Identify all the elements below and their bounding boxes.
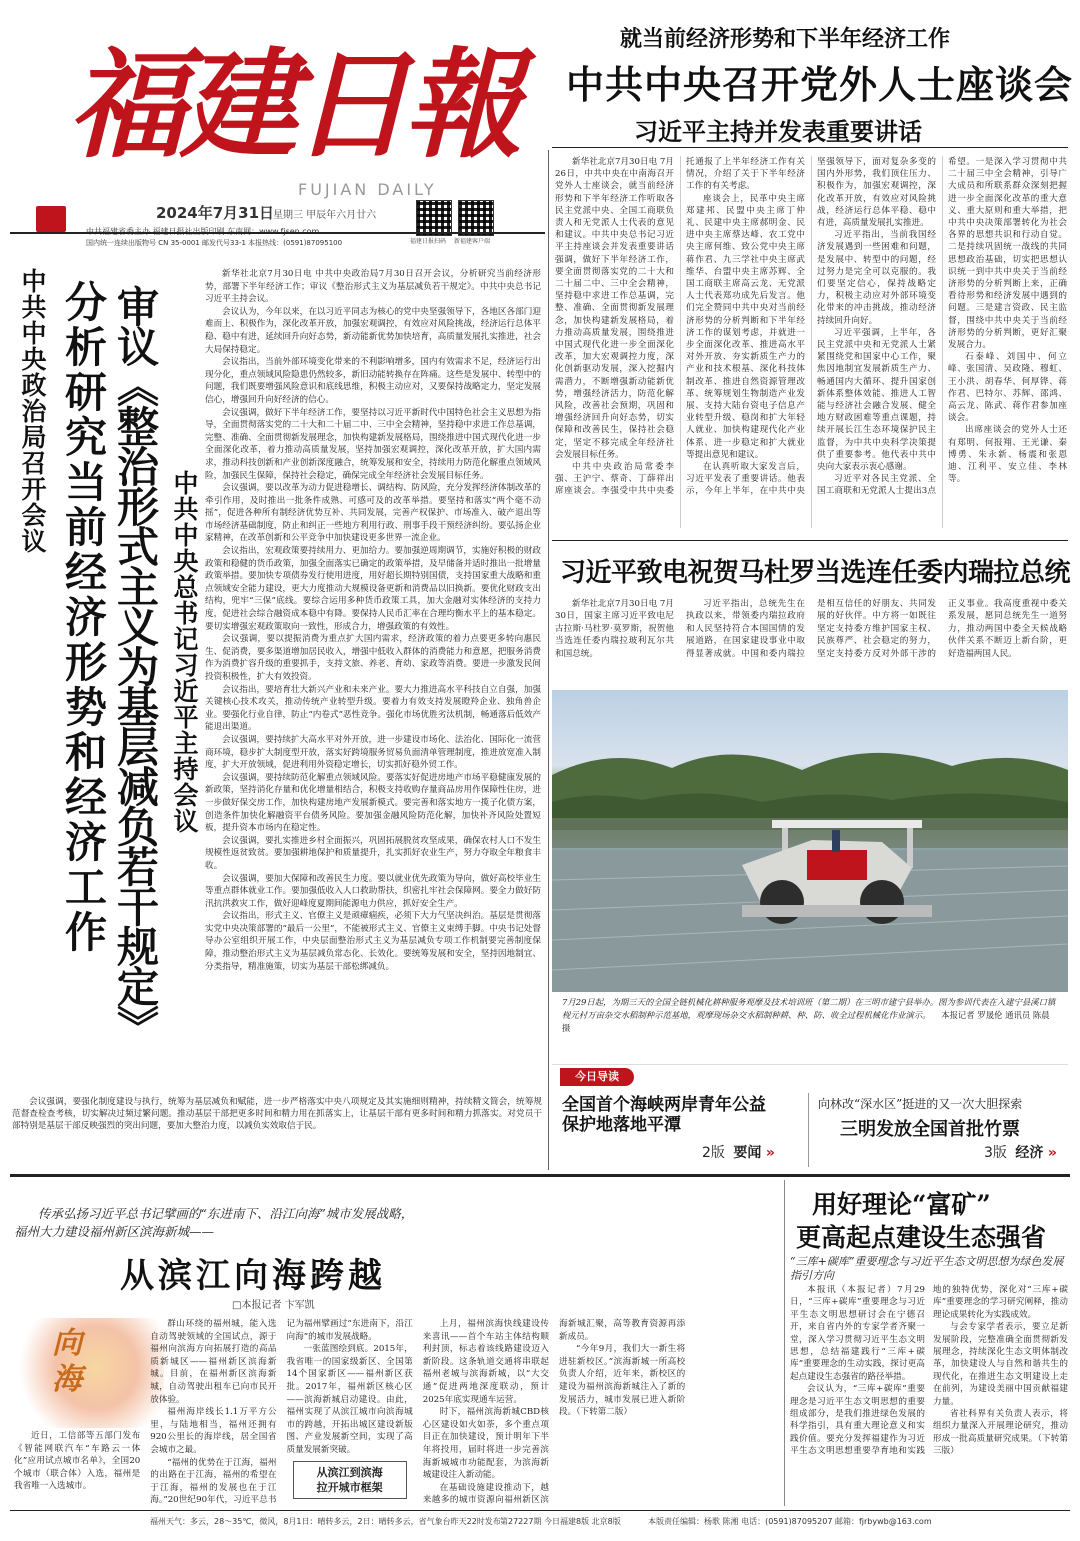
guide-item-1-page-number: 2版 bbox=[702, 1145, 725, 1161]
lead-para: 石泰峰、刘国中、何立峰、张国清、吴政隆、穆虹、王小洪、胡春华、何厚铧、蒋作君、巴特尔、苏辉、邵鸿、高云龙、陈武、蒋作君参加座谈会。 bbox=[948, 352, 1067, 424]
news-photo[interactable] bbox=[552, 690, 1068, 992]
fuzhou-byline: □本报记者 卞军凯 bbox=[232, 1300, 315, 1311]
fuzhou-para: 上月，福州滨海快线建设传来喜讯——首个车站主体结构顺利封顶，标志着该线路建设迈入新阶段。这条轨道交通将串联起福州老城与滨海新城，以“大交通”促进两地深度联动，预计2025年底实现通车运营。 bbox=[422, 1319, 549, 1405]
politburo-para: 会议强调，要持续扩大高水平对外开放，进一步建设市场化、法治化、国际化一流营商环境，稳步扩大制度型开放，落实好跨境服务贸易负面清单管理制度，推进放宽准入制度，扩大开放领域，促进利用外资稳定增长，切实抓好稳外贸工作。 bbox=[205, 734, 541, 771]
bottom-column-divider bbox=[784, 1180, 785, 1506]
chevron-right-icon: » bbox=[765, 1145, 775, 1161]
art-spacer bbox=[14, 1318, 140, 1430]
chevron-right-icon: » bbox=[1047, 1145, 1057, 1161]
guide-item-2-page-number: 3版 bbox=[984, 1145, 1007, 1161]
guide-item-2-title[interactable]: 三明发放全国首批竹票 bbox=[840, 1119, 1020, 1140]
footer-rule bbox=[10, 1510, 1070, 1511]
fuzhou-art-label: 向海 bbox=[52, 1326, 82, 1397]
politburo-para: 会议指出，宏观政策要持续用力、更加给力。要加强逆周期调节，实施好积极的财政政策和稳健的货币政策，加强全面落实已确定的政策举措，及早储备并适时推出一批增量政策举措。要加快专项债券发行使用进度，用好超长期特别国债，支持国家重大战略和重点领域安全能力建设，更大力度推动大规模设备更新和消费品以旧换新。要优化财政支出结构，兜牢“三保”底线。要综合运用多种货币政策工具，加大金融对实体经济的支持力度，促进社会综合融资成本稳中有降。要保持人民币汇率在合理均衡水平上的基本稳定。要切实增强宏观政策取向一致性，形成合力，增强政策的有效性。 bbox=[205, 546, 541, 632]
lead-subhead: 习近平主持并发表重要讲话 bbox=[634, 117, 922, 146]
politburo-para: 会议强调，要持续防范化解重点领域风险。要落实好促进房地产市场平稳健康发展的新政策，坚持消化存量和优化增量相结合，积极支持收购存量商品房用作保障性住房，进一步做好保交房工作，加快构建房地产发展新模式。要完善和落实地方一揽子化债方案，创造条件加快化解融资平台债务风险。要加强金融风险防范化解，加快补齐风险处置短板，提升资本市场内在稳定性。 bbox=[205, 772, 541, 834]
issue-weekday: 星期三 甲辰年六月廿六 bbox=[273, 210, 377, 221]
guide-item-2-kicker: 向林改“深水区”挺进的又一次大胆探索 bbox=[818, 1097, 1023, 1111]
masthead bbox=[28, 30, 548, 270]
fuzhou-para: 时下，福州滨海新城CBD核心区建设如火如荼，多个重点项目正在加快建设，预计明年下半年将投用，届时将进一步完善滨海新城城市功能配套，为滨海新城建设注入新动能。 bbox=[422, 1407, 549, 1481]
footer-weather: 福州天气：多云，28～35℃，微风，8月1日：晴转多云，2日：晴转多云，省气象台昨天22时发布 bbox=[150, 1517, 501, 1526]
qr-label-1: 福建日报扫码 bbox=[410, 238, 447, 245]
lead-para: 在认真听取大家发言后，习近平发表了重要讲话。他表示，今年上半年，在中共中央坚强领导下，面对复杂多变的国内外形势，我们顶住压力、积极作为，加强宏观调控，深化改革开放，有效应对风险挑战，经济运行总体平稳、稳中有进，高质量发展扎实推进。 bbox=[686, 157, 936, 497]
fuzhou-para: 近日，工信部等五部门发布《智能网联汽车“车路云一体化”应用试点城市名单》，全国20个城市（联合体）入选，福州是我省唯一入选城市。 bbox=[14, 1431, 141, 1492]
guide-item-2-page[interactable] bbox=[984, 1142, 1057, 1162]
photo-caption bbox=[562, 996, 1060, 1035]
politburo-headline-b[interactable]: 审议《整治形式主义为基层减负若干规定》 bbox=[111, 285, 160, 1045]
fuzhou-para: “今年9月，我们大一新生将进驻新校区。”滨海新城一所高校负责人介绍，近年来，新校区的建设为福州滨海新城注入了新的发展活力，城市发展已进入新阶段。（下转第二版） bbox=[559, 1344, 686, 1418]
masthead-seal bbox=[36, 206, 66, 232]
issn-line: 国内统一连续出版物号 CN 35-0001 邮发代号33-1 本报热线：(0591)87095100 bbox=[86, 239, 343, 247]
ecology-para: 与会专家学者表示，要立足新发展阶段，完整准确全面贯彻新发展理念，持续深化生态文明体制改革，加快建设人与自然和谐共生的现代化，在推进生态文明建设上走在前列，为建设美丽中国贡献福建力量。 bbox=[933, 1322, 1068, 1407]
venezuela-para: 习近平指出，总统先生在执政以来，带领委内瑞拉政府和人民坚持符合本国国情的发展道路，在国家建设事业中取得显著成就。中国和委内瑞拉是相互信任的好朋友、共同发展的好伙伴。中方将一如既往坚定支持委方维护国家主权、民族尊严、社会稳定的努力，坚定支持委方反对外部干涉的正义事业。我高度重视中委关系发展，愿同总统先生一道努力，推动两国中委全天候战略伙伴关系不断迈上新台阶，更好造福两国人民。 bbox=[686, 599, 1067, 659]
fuzhou-boxed-subhead: 从滨江到滨海 拉开城市框架 bbox=[293, 1461, 407, 1499]
lead-rule bbox=[552, 147, 1068, 148]
footer-editors: 本版责任编辑：杨歌 陈湘 电话：(0591)87095207 邮箱：fjrbywb@163.com bbox=[648, 1517, 932, 1526]
politburo-para: 会议强调，要加大保障和改善民生力度。要以就业优先政策为导向，做好高校毕业生等重点群体就业工作。要加强低收入人口救助帮扶，织密扎牢社会保障网。要全力做好防汛抗洪救灾工作，做好迎峰度夏期间能源电力供应，抓好安全生产。 bbox=[205, 873, 541, 909]
issue-date: 2024年7月31日 bbox=[156, 204, 275, 222]
fuzhou-para: 福州海岸线长1.1万平方公里，与陆地相当，福州还拥有920公里长的海岸线，居全国省会城市之最。 bbox=[150, 1407, 277, 1455]
venezuela-para: 新华社北京7月30日电 7月30日，国家主席习近平致电尼古拉斯·马杜罗·莫罗斯，祝贺他当选连任委内瑞拉玻利瓦尔共和国总统。 bbox=[555, 599, 674, 659]
guide-item-2-section: 经济 bbox=[1015, 1145, 1044, 1161]
masthead-title: 福建日報 bbox=[68, 35, 517, 174]
lead-headline[interactable]: 中共中央召开党外人士座谈会 bbox=[566, 62, 1074, 107]
politburo-para: 会议认为，今年以来，在以习近平同志为核心的党中央坚强领导下，各地区各部门迎难而上、积极作为，深化改革开放，加强宏观调控，有效应对风险挑战，经济运行总体平稳、稳中有进，延续回升向好态势，新动能新优势加快培育，高质量发展扎实推进，社会大局保持稳定。 bbox=[205, 306, 541, 355]
ecology-body bbox=[790, 1284, 1068, 1506]
ecology-para: 会议认为，“三库+碳库”重要理念是习近平生态文明思想的重要组成部分，是我们推进绿色发展的科学指引，具有重大理论意义和实践价值。要充分发挥福建作为习近平生态文明思想重要孕育地和实践地的独特优势，深化对“三库+碳库”重要理念的学习研究阐释，推动理论成果转化为实践成效。 bbox=[790, 1285, 1068, 1457]
politburo-para: 会议强调，要以提振消费为重点扩大国内需求，经济政策的着力点要更多转向惠民生、促消费，要多渠道增加居民收入，增强中低收入群体的消费能力和意愿，把服务消费作为消费扩容升级的重要抓手，支持文旅、养老、育幼、家政等消费。要进一步激发民间投资积极性，扩大有效投资。 bbox=[205, 634, 541, 682]
fuzhou-para: “福州的优势在于江海，福州的出路在于江海，福州的希望在于江海，福州的发展也在于江海。”20世纪90年代，习近平总书记为福州擘画过“东进南下，沿江向海”的城市发展战略。 bbox=[150, 1319, 413, 1506]
photo-scene bbox=[552, 690, 1068, 992]
masthead-english: FUJIAN DAILY bbox=[298, 180, 437, 199]
lead-para: 座谈会上，民革中央主席郑建邦、民盟中央主席丁仲礼、民建中央主席郝明金、民进中央主席蔡达峰、农工党中央主席何维、致公党中央主席蒋作君、九三学社中央主席武维华、台盟中央主席苏辉、全国工商联主席高云龙、无党派人士代表郑功成先后发言。他们完全赞同中共中央对当前经济形势的分析判断和下半年经济工作的谋划考虑，并就进一步全面深化改革、推进高水平对外开放、夯实新质生产力的产业和技术根基、深化科技体制改革、推进自然资源管理改革、统筹规划生物制造产业发展、支持大陆台资电子信息产业转型升级、稳岗和扩大年轻人就业、加快构建现代化产业体系、进一步稳定和扩大就业等提出意见和建议。 bbox=[686, 193, 805, 460]
lead-kicker: 就当前经济形势和下半年经济工作 bbox=[620, 26, 951, 52]
politburo-para: 新华社北京7月30日电 中共中央政治局7月30日召开会议，分析研究当前经济形势，部署下半年经济工作；审议《整治形式主义为基层减负若干规定》。中共中央总书记习近平主持会议。 bbox=[205, 269, 541, 305]
column-divider bbox=[548, 150, 549, 1170]
fuzhou-para: 在基础设施建设推动下，越来越多的城市资源向福州新区滨海新城汇聚，高等教育资源再添新成员。 bbox=[422, 1319, 686, 1506]
guide-divider bbox=[808, 1093, 809, 1167]
ecology-para: 本报讯（本报记者）7月29日，“三库+碳库”重要理念与习近平生态文明思想研讨会在宁德召开，来自省内外的专家学者齐聚一堂，深入学习贯彻习近平生态文明思想，总结福建践行“三库+碳库”重要理念的生动实践，探讨更高起点建设生态强省的路径举措。 bbox=[790, 1285, 925, 1382]
ecology-subhead: “三库+碳库”重要理念与习近平生态文明思想为绿色发展指引方向 bbox=[790, 1255, 1064, 1282]
ecology-headline-2[interactable]: 更高起点建设生态强省 bbox=[796, 1223, 1047, 1252]
lead-para: 习近平指出，当前我国经济发展遇到一些困难和问题，是发展中、转型中的问题，经过努力是完全可以克服的。我们要坚定信心，保持战略定力，积极主动应对外部环境变化带来的冲击挑战，推动经济持续回升向好。 bbox=[817, 230, 936, 326]
fuzhou-body bbox=[14, 1318, 686, 1508]
qr-code-1 bbox=[416, 200, 452, 236]
footer-issue: 第27227期 今日福建8版 北京8版 bbox=[500, 1517, 621, 1526]
qr-code-2 bbox=[458, 200, 494, 236]
venezuela-body bbox=[555, 598, 1067, 680]
guide-item-1-title[interactable]: 全国首个海峡两岸青年公益保护地落地平潭 bbox=[562, 1095, 766, 1135]
fuzhou-para: 一张蓝图绘到底。2015年，我省唯一的国家级新区、全国第14个国家新区——福州新区获批。2017年，福州新区核心区——滨海新城启动建设。由此，福州实现了从滨江城市向滨海城市的跨越，开拓出城区建设新版图、产业发展新空间，实现了高质量发展新突破。 bbox=[286, 1344, 413, 1455]
top-rule bbox=[10, 232, 545, 234]
guide-label: 今日导读 bbox=[560, 1068, 634, 1086]
guide-box bbox=[552, 1064, 1068, 1171]
lead-body bbox=[555, 156, 1067, 528]
politburo-body-right bbox=[205, 268, 541, 1094]
venezuela-rule bbox=[552, 540, 1068, 541]
politburo-subhead: 中共中央总书记习近平主持会议 bbox=[170, 470, 199, 834]
fuzhou-kicker: 传承弘扬习近平总书记擘画的“东进南下、沿江向海”城市发展战略，福州大力建设福州新区滨海新城—— bbox=[14, 1206, 414, 1239]
lead-para: 新华社北京7月30日电 7月26日，中共中央在中南海召开党外人士座谈会，就当前经济形势和下半年经济工作听取各民主党派中央、全国工商联负责人和无党派人士代表的意见和建议。中共中央总书记习近平主持座谈会并发表重要讲话强调，做好下半年经济工作，要全面贯彻落实党的二十大和二十届二中、三中全会精神，坚持稳中求进工作总基调，完整、准确、全面贯彻新发展理念，加快构建新发展格局，着力推动高质量发展，围绕推进中国式现代化进一步全面深化改革，加大宏观调控力度，深化创新驱动发展，深入挖掘内需潜力，不断增强新动能新优势，增强经济活力，防范化解风险，改善社会预期，巩固和增强经济回升向好态势，切实保障和改善民生，保持社会稳定，坚定不移完成全年经济社会发展目标任务。 bbox=[555, 157, 674, 460]
politburo-para: 会议指出，要培育壮大新兴产业和未来产业。要大力推进高水平科技自立自强，加强关键核心技术攻关，推动传统产业转型升级。要着力有效支持发展瞪羚企业、独角兽企业。要强化行业自律，防止“内卷式”恶性竞争。强化市场优胜劣汰机制，畅通落后低效产能退出渠道。 bbox=[205, 684, 541, 733]
politburo-headline-a[interactable]: 分析研究当前经济形势和经济工作 bbox=[59, 280, 108, 955]
guide-item-1-page[interactable] bbox=[702, 1142, 775, 1162]
politburo-para: 会议指出，当前外部环境变化带来的不利影响增多，国内有效需求不足，经济运行出现分化，重点领域风险隐患仍然较多，新旧动能转换存在阵痛。这些是发展中、转型中的问题，我们既要增强风险意识和底线思维，积极主动应对，又要保持战略定力，坚定发展信心，增强回升向好经济的信心。 bbox=[205, 357, 541, 405]
qr-label-2: 新福建客户端 bbox=[454, 238, 491, 245]
ecology-para: 省社科界有关负责人表示，将组织力量深入开展理论研究，推动形成一批高质量研究成果。（下转第三版） bbox=[933, 1409, 1068, 1457]
photo-credit: 本报记者 罗晟伦 通讯员 陈晨 摄 bbox=[562, 1010, 1050, 1033]
politburo-para: 会议强调，做好下半年经济工作，要坚持以习近平新时代中国特色社会主义思想为指导，全面贯彻落实党的二十大和二十届二中、三中全会精神，坚持稳中求进工作总基调，完整、准确、全面贯彻新发展理念，加快构建新发展格局，围绕推进中国式现代化进一步全面深化改革，着力推动高质量发展，坚持加强宏观调控，深化改革开放，扩大国内需求，推动科技创新和产业创新深度融合，统筹发展和安全，持续用力防范化解重点领域风险，加强民生保障，保持社会稳定，确保完成全年经济社会发展目标任务。 bbox=[205, 407, 541, 481]
politburo-para: 会议强调，要以改革为动力促进稳增长、调结构、防风险，充分发挥经济体制改革的牵引作用，及时推出一批条件成熟、可感可及的改革举措。要坚持和落实“两个毫不动摇”，促进各种所有制经济优势互补、共同发展，完善产权保护、市场准入、破产退出等市场经济基础制度，防止和纠正一些地方利用行政、刑事手段干预经济纠纷。要弘扬企业家精神，在改革创新和公平竞争中加快建设更多世界一流企业。 bbox=[205, 483, 541, 544]
politburo-body-bottom bbox=[12, 1096, 542, 1160]
bottom-section-rule bbox=[10, 1174, 1070, 1177]
venezuela-headline[interactable]: 习近平致电祝贺马杜罗当选连任委内瑞拉总统 bbox=[560, 558, 1071, 588]
guide-item-1-section: 要闻 bbox=[733, 1145, 762, 1161]
politburo-para: 会议强调，要扎实推进乡村全面振兴，巩固拓展脱贫攻坚成果，确保农村人口不发生规模性返贫致贫。要加强耕地保护和质量提升，扎实抓好农业生产，努力夺取全年粮食丰收。 bbox=[205, 835, 541, 871]
photo-caption-text: 7月29日起，为期三天的全国全链机械化耕种服务观摩及技术培训班（第二期）在三明市建宁县举办。图为参训代表在入建宁县溪口镇枧元村万亩杂交水稻制种示范基地，观摩现场杂交水稻制种耕、种、防、收全过程机械化作业演示。 bbox=[562, 997, 1056, 1020]
lead-para: 出席座谈会的党外人士还有郑明、何报翔、王光谦、秦博勇、朱永新、杨震和张恩迪、江利平、安立佳、李林等。 bbox=[948, 425, 1067, 485]
ecology-headline-1[interactable]: 用好理论“富矿” bbox=[812, 1190, 991, 1219]
lead-para: 习近平对各民主党派、全国工商联和无党派人士提出3点希望。一是深入学习贯彻中共二十届三中全会精神，引导广大成员和所联系群众深刻把握进一步全面深化改革的重大意义、重大原则和重大举措，把中共中央决策部署转化为社会各界的思想共识和行动自觉。二是持续巩固统一战线的共同思想政治基础，切实把思想认识统一到中共中央关于当前经济形势的分析判断上来，正确看待形势和经济发展中遇到的问题。三是建言资政、民主监督，围绕中共中央关于当前经济形势的分析判断，更好汇聚发展合力。 bbox=[817, 157, 1067, 497]
politburo-para: 会议强调，要强化制度建设与执行，统筹为基层减负和赋能，进一步严格落实中央八项规定及其实施细则精神，持续精文简会，统筹规范督查检查考核，切实解决过频过繁问题。推动基层干部把更多时间和精力用在抓落实上，让基层干部有更多时间和精力抓落实。对党员干部特别是基层干部反映强烈的突出问题，要加大整治力度，以减负实效取信于民。 bbox=[12, 1097, 542, 1132]
fuzhou-headline[interactable]: 从滨江向海跨越 bbox=[120, 1256, 386, 1296]
lead-para: 习近平强调，上半年，各民主党派中央和无党派人士紧紧围绕党和国家中心工作，聚焦因地制宜发展新质生产力、畅通国内大循环、提升国家创新体系整体效能、推进人工智能与经济社会融合发展、健全地方财政困难等重点课题，持续开展长江生态环境保护民主监督，为中共中央科学决策提供了重要参考。他代表中共中央向大家表示衷心感谢。 bbox=[817, 327, 936, 473]
lead-para: 中共中央政治局常委李强、王沪宁、蔡奇、丁薛祥出席座谈会。李强受中共中央委托通报了上半年经济工作有关情况，介绍了关于下半年经济工作的有关考虑。 bbox=[555, 157, 805, 497]
politburo-para: 会议指出，形式主义、官僚主义是顽瘴痼疾，必须下大力气坚决纠治。基层是贯彻落实党中央决策部署的“最后一公里”，不能被形式主义、官僚主义束缚手脚。中央书记处督导办公室组织开展工作，中央层面整治形式主义为基层减负专项工作机制要完善制度保障，推动整治形式主义为基层减负常态化、长效化。要统筹发展和安全，坚持因地制宜、分类指导，精准施策，切实为基层干部松绑减负。 bbox=[205, 911, 541, 972]
fuzhou-para: 群山环绕的福州城，能入选自动驾驶领域的全国试点，源于福州向滨海方向拓展打造的高品质新城区——福州新区滨海新城。目前，在福州新区滨海新城，自动驾驶出租车已向市民开放体验。 bbox=[150, 1319, 277, 1405]
politburo-kicker: 中共中央政治局召开会议 bbox=[18, 268, 47, 554]
